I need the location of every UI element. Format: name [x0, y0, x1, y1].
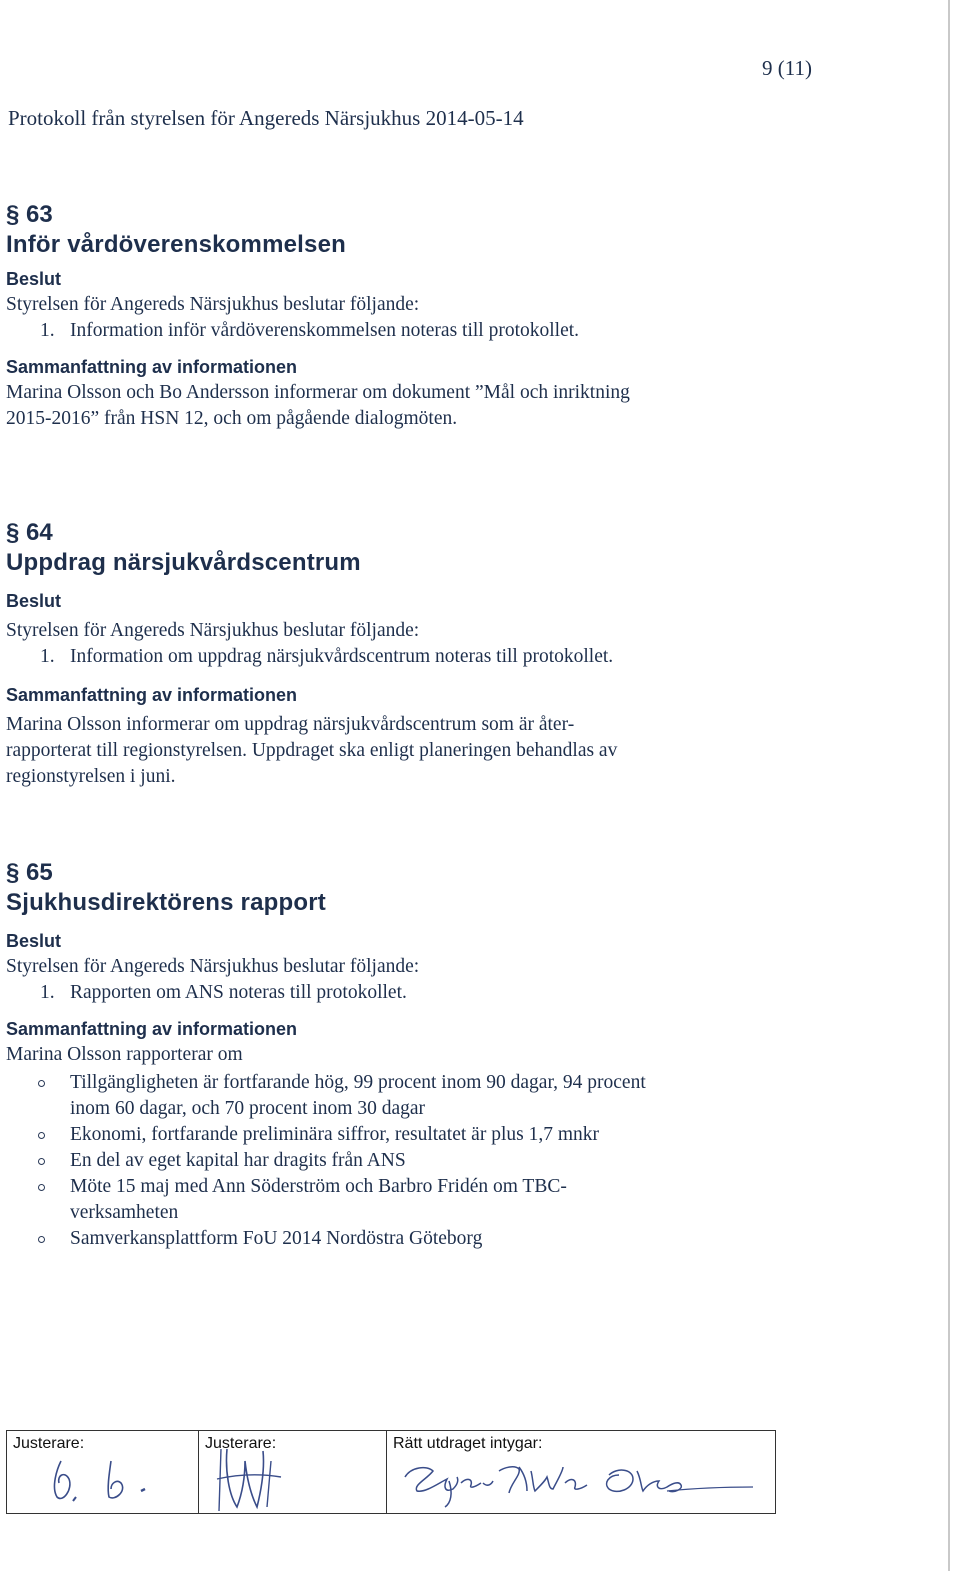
decision-heading: Beslut [6, 591, 62, 611]
signature-box [6, 1430, 776, 1514]
signature-label: Justerare: [13, 1435, 85, 1452]
decision-heading: Beslut [6, 931, 62, 951]
section-65 [6, 858, 766, 1252]
section-number: § 63 [6, 201, 53, 228]
section-number: § 64 [6, 519, 53, 546]
signature-cell-2 [199, 1431, 387, 1513]
section-title: Sjukhusdirektörens rapport [6, 889, 326, 916]
bullet-line: Möte 15 maj med Ann Söderström och Barbro Fridén om TBC- [70, 1176, 567, 1197]
summary-line: 2015-2016” från HSN 12, och om pågående dialogmöten. [6, 408, 458, 429]
protocol-header: Protokoll från styrelsen för Angereds Närsjukhus 2014-05-14 [8, 106, 524, 130]
signature-label: Rätt utdraget intygar: [393, 1435, 543, 1452]
bullet-line: inom 60 dagar, och 70 procent inom 30 dagar [70, 1098, 425, 1119]
bullet-line: verksamheten [70, 1202, 179, 1223]
signature-cell-1 [7, 1431, 199, 1513]
decision-item-text: Information om uppdrag närsjukvårdscentrum noteras till protokollet. [70, 646, 614, 667]
decision-item [6, 318, 766, 344]
bullet-line: Ekonomi, fortfarande preliminära siffror, resultatet är plus 1,7 mnkr [70, 1124, 599, 1145]
decision-item-text: Information inför vårdöverenskommelsen noteras till protokollet. [70, 320, 580, 341]
bullet-line: Samverkansplattform FoU 2014 Nordöstra Göteborg [70, 1228, 483, 1249]
initials-signature-2 [199, 1431, 385, 1513]
handwritten-signature [387, 1431, 773, 1513]
section-63 [6, 200, 766, 432]
bullet-icon [38, 1080, 45, 1087]
summary-heading: Sammanfattning av informationen [6, 1019, 298, 1039]
summary-line: regionstyrelsen i juni. [6, 766, 176, 787]
decision-heading: Beslut [6, 269, 62, 289]
bullet-item [6, 1070, 766, 1122]
bullet-item [6, 1148, 766, 1174]
decision-item-text: Rapporten om ANS noteras till protokollet. [70, 982, 407, 1003]
signature-cell-3 [387, 1431, 775, 1513]
section-number: § 65 [6, 859, 53, 886]
bullet-icon [38, 1132, 45, 1139]
bullet-item [6, 1226, 766, 1252]
decision-item-number: 1. [40, 982, 55, 1003]
page-edge-rule [948, 0, 950, 1571]
decision-item-number: 1. [40, 646, 55, 667]
summary-line: Marina Olsson och Bo Andersson informerar om dokument ”Mål och inriktning [6, 382, 630, 403]
summary-line: Marina Olsson rapporterar om [6, 1044, 243, 1065]
section-title: Uppdrag närsjukvårdscentrum [6, 549, 361, 576]
summary-heading: Sammanfattning av informationen [6, 357, 298, 377]
decision-item [6, 980, 766, 1006]
initials-signature-1 [7, 1431, 197, 1513]
bullet-item [6, 1122, 766, 1148]
decision-intro: Styrelsen för Angereds Närsjukhus beslutar följande: [6, 294, 420, 315]
bullet-icon [38, 1236, 45, 1243]
section-64 [6, 518, 766, 790]
page-number: 9 (11) [762, 56, 812, 80]
summary-line: rapporterat till regionstyrelsen. Uppdraget ska enligt planeringen behandlas av [6, 740, 618, 761]
signature-label: Justerare: [205, 1435, 277, 1452]
decision-item-number: 1. [40, 320, 55, 341]
report-bullet-list [6, 1070, 766, 1252]
section-title: Inför vårdöverenskommelsen [6, 231, 346, 258]
summary-line: Marina Olsson informerar om uppdrag närsjukvårdscentrum som är åter- [6, 714, 575, 735]
summary-heading: Sammanfattning av informationen [6, 685, 298, 705]
bullet-line: Tillgängligheten är fortfarande hög, 99 procent inom 90 dagar, 94 procent [70, 1072, 646, 1093]
decision-intro: Styrelsen för Angereds Närsjukhus beslutar följande: [6, 620, 420, 641]
decision-intro: Styrelsen för Angereds Närsjukhus beslutar följande: [6, 956, 420, 977]
bullet-item [6, 1174, 766, 1226]
bullet-icon [38, 1184, 45, 1191]
bullet-line: En del av eget kapital har dragits från ANS [70, 1150, 406, 1171]
decision-item [6, 644, 766, 670]
bullet-icon [38, 1158, 45, 1165]
